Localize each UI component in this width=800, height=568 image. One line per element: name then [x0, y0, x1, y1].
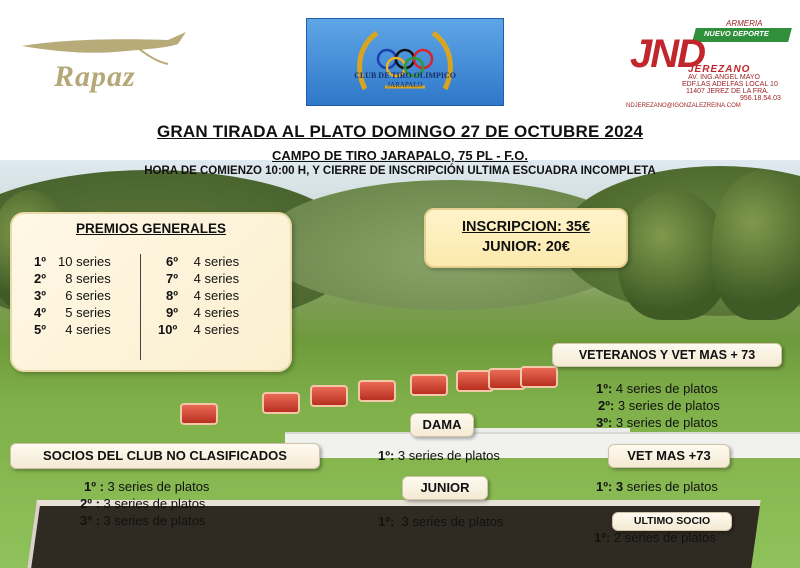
- premio-prize: 4 series: [193, 271, 240, 286]
- jnd-brand-sub: JEREZANO: [688, 64, 751, 75]
- tree: [712, 170, 800, 320]
- club-logo-text: CLUB DE TIRO OLIMPICO: [354, 71, 456, 80]
- club-logo-subtext: JARAPALO: [387, 81, 423, 89]
- socios-item: [84, 479, 209, 494]
- vet73-item: [596, 479, 718, 494]
- premio-place: 3º: [34, 288, 46, 303]
- junior-title: JUNIOR: [402, 476, 488, 500]
- socios-item: [80, 496, 205, 511]
- premio-place: 4º: [34, 305, 46, 320]
- trap-machine: [262, 392, 300, 414]
- trap-machine: [310, 385, 348, 407]
- event-title: GRAN TIRADA AL PLATO DOMINGO 27 DE OCTUBRE 2024: [156, 122, 644, 141]
- premio-prize: 4 series: [193, 305, 240, 320]
- premio-row: [34, 271, 111, 286]
- veteranos-item: [596, 415, 718, 430]
- premio-prize: 4 series: [193, 254, 240, 269]
- premio-row: [34, 322, 111, 337]
- prize-text: 4 series de platos: [612, 381, 718, 396]
- rapaz-logo: [18, 22, 198, 94]
- prize-text: 2 series de platos: [610, 530, 716, 545]
- venue-title: CAMPO DE TIRO JARAPALO, 75 PL - F.O.: [272, 148, 528, 163]
- place-label: 2º :: [80, 496, 100, 511]
- vet73-title: VET MAS +73: [608, 444, 730, 468]
- inscripcion-junior: JUNIOR: 20€: [482, 239, 570, 255]
- premio-prize: 6 series: [65, 288, 111, 303]
- premio-place: 1º: [34, 254, 46, 269]
- premio-prize: 8 series: [65, 271, 111, 286]
- place-label: 2º:: [598, 398, 615, 413]
- premio-place: 6º: [166, 254, 178, 269]
- prize-text: 3 series de platos: [612, 415, 718, 430]
- place-label: 1º:: [378, 514, 395, 529]
- schedule-text: HORA DE COMIENZO 10:00 H, Y CIERRE DE INSCRIPCIÓN ULTIMA ESCUADRA INCOMPLETA: [144, 165, 656, 177]
- premio-place: 10º: [158, 322, 178, 337]
- premio-prize: 10 series: [58, 254, 111, 269]
- trap-machine: [358, 380, 396, 402]
- jnd-address-2: EDF.LAS ADELFAS LOCAL 10: [682, 81, 778, 88]
- premio-row: [166, 305, 239, 320]
- premio-prize: 4 series: [193, 322, 240, 337]
- dama-item: [378, 448, 500, 463]
- prize-text: 3 series de platos: [99, 496, 206, 511]
- trap-machine: [410, 374, 448, 396]
- premios-generales-title: PREMIOS GENERALES: [75, 221, 227, 236]
- inscripcion-general: INSCRIPCION: 35€: [461, 219, 591, 235]
- premio-row: [34, 288, 111, 303]
- place-label: 1º:: [596, 381, 613, 396]
- veteranos-item: [596, 381, 718, 396]
- inscripcion-box: [424, 208, 628, 268]
- place-label: 3º :: [80, 513, 100, 528]
- premio-row: [166, 254, 239, 269]
- jnd-brand-letters: JND: [630, 32, 705, 76]
- club-logo: [306, 18, 504, 106]
- junior-item: [378, 514, 503, 529]
- prize-text: 3 series de platos: [394, 514, 504, 529]
- jnd-logo: [622, 20, 792, 108]
- prize-number: 3: [612, 479, 624, 494]
- premio-row: [34, 254, 111, 269]
- trap-machine: [520, 366, 558, 388]
- jnd-top-text: ARMERIA: [726, 19, 763, 28]
- prize-text: 3 series de platos: [614, 398, 720, 413]
- premio-row: [166, 271, 239, 286]
- premio-prize: 4 series: [193, 288, 240, 303]
- premio-row: [34, 305, 111, 320]
- premio-place: 2º: [34, 271, 46, 286]
- ultimo-socio-item: [594, 530, 716, 545]
- premio-place: 7º: [166, 271, 178, 286]
- premio-row: [166, 288, 239, 303]
- premio-place: 8º: [166, 288, 178, 303]
- veteranos-title: VETERANOS Y VET MAS + 73: [552, 343, 782, 367]
- jnd-email: NDJEREZANO@IGONZALEZREINA.COM: [626, 103, 741, 109]
- premio-place: 5º: [34, 322, 46, 337]
- trap-machine: [180, 403, 218, 425]
- place-label: 1º:: [594, 530, 611, 545]
- premio-place: 9º: [166, 305, 178, 320]
- premios-divider: [140, 254, 141, 360]
- place-label: 1º:: [378, 448, 395, 463]
- premio-row: [158, 322, 239, 337]
- veteranos-item: [598, 398, 720, 413]
- socios-item: [80, 513, 205, 528]
- ultimo-socio-title: ULTIMO SOCIO: [612, 512, 732, 531]
- place-label: 1º:: [596, 479, 613, 494]
- premios-generales-box: [10, 212, 292, 372]
- prize-text: series de platos: [623, 479, 718, 494]
- prize-text: 3 series de platos: [99, 513, 206, 528]
- premio-prize: 4 series: [65, 322, 111, 337]
- place-label: 1º :: [84, 479, 104, 494]
- jnd-address-4: 956.18.54.03: [740, 95, 781, 102]
- jnd-address-3: 11407 JEREZ DE LA FRA.: [686, 88, 769, 95]
- place-label: 3º:: [596, 415, 613, 430]
- rapaz-logo-text: Rapaz: [54, 60, 136, 93]
- prize-text: 3 series de platos: [103, 479, 210, 494]
- prize-text: 3 series de platos: [394, 448, 500, 463]
- dama-title: DAMA: [410, 413, 474, 437]
- socios-title: SOCIOS DEL CLUB NO CLASIFICADOS: [10, 443, 320, 469]
- premio-prize: 5 series: [65, 305, 111, 320]
- jnd-address-1: AV. ING.ANGEL MAYO: [688, 74, 760, 81]
- jnd-mid-text: NUEVO DEPORTE: [704, 29, 769, 38]
